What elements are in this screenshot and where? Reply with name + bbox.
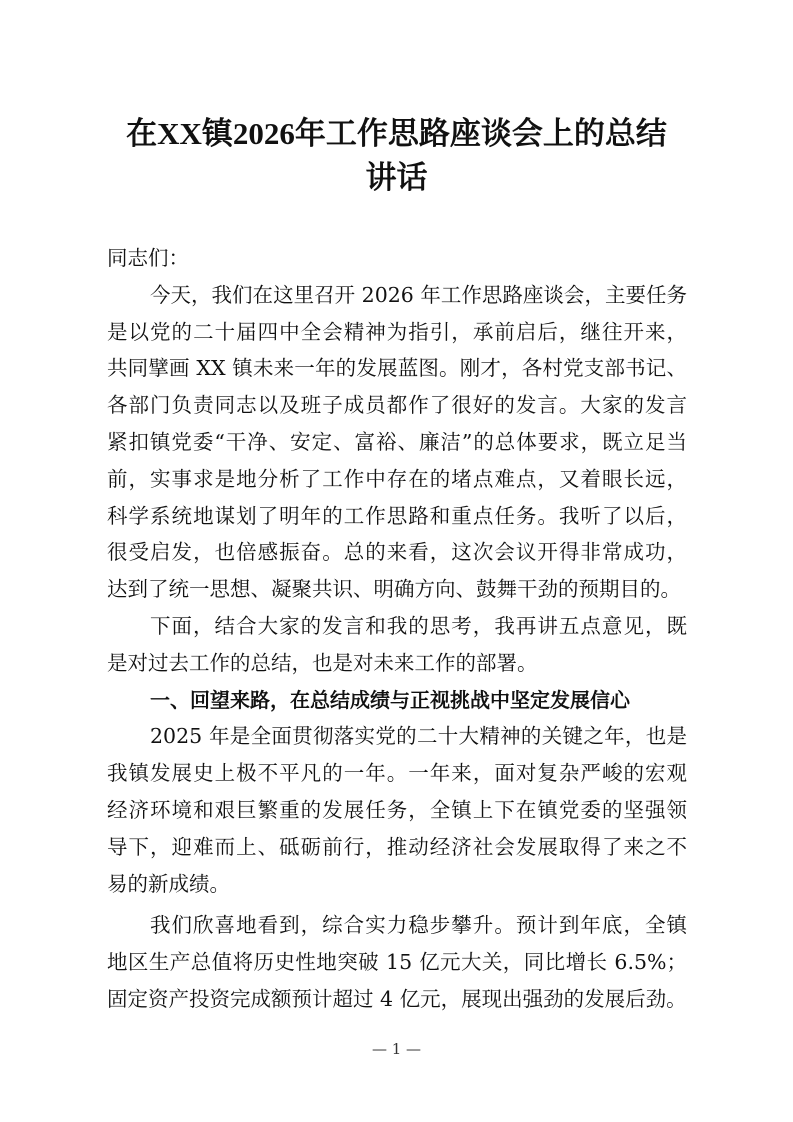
title-line: 讲话 <box>365 160 428 195</box>
paragraph-line: 下面，结合大家的发言和我的思考，我再讲五点意见，既 <box>150 613 687 638</box>
paragraph-line: 各部门负责同志以及班子成员都作了很好的发言。大家的发言 <box>107 393 687 418</box>
paragraph-line: 共同擘画 XX 镇未来一年的发展蓝图。刚才，各村党支部书记、 <box>107 356 687 381</box>
paragraph-line: 固定资产投资完成额预计超过 4 亿元，展现出强劲的发展后劲。 <box>107 986 687 1011</box>
paragraph-line: 达到了统一思想、凝聚共识、明确方向、鼓舞干劲的预期目的。 <box>107 577 681 602</box>
paragraph-line: 紧扣镇党委“干净、安定、富裕、廉洁”的总体要求，既立足当 <box>107 429 687 454</box>
paragraph-line: 易的新成绩。 <box>107 871 230 896</box>
paragraph-line: 很受启发，也倍感振奋。总的来看，这次会议开得非常成功， <box>107 540 687 565</box>
section-intro <box>107 277 687 682</box>
document-body <box>107 240 687 1018</box>
section-heading: 一、回望来路，在总结成绩与正视挑战中坚定发展信心 <box>150 687 630 712</box>
paragraph-line: 经济环境和艰巨繁重的发展任务，全镇上下在镇党委的坚强领 <box>107 797 687 822</box>
paragraph-line: 导下，迎难而上、砥砺前行，推动经济社会发展取得了来之不 <box>107 834 687 859</box>
title-line: 在XX镇2026年工作思路座谈会上的总结 <box>126 116 667 151</box>
salutation: 同志们： <box>107 246 189 270</box>
paragraph-line: 前，实事求是地分析了工作中存在的堵点难点，又着眼长远， <box>107 466 687 491</box>
document-title <box>80 112 713 200</box>
page-number: — 1 — <box>371 1040 422 1058</box>
paragraph-line: 我们欣喜地看到，综合实力稳步攀升。预计到年底，全镇 <box>150 913 687 938</box>
paragraph-line: 地区生产总值将历史性地突破 15 亿元大关，同比增长 6.5%； <box>107 950 687 975</box>
paragraph-line: 今天，我们在这里召开 2026 年工作思路座谈会，主要任务 <box>150 282 687 307</box>
paragraph-line: 2025 年是全面贯彻落实党的二十大精神的关键之年，也是 <box>150 724 687 749</box>
paragraph-line: 是以党的二十届四中全会精神为指引，承前启后，继往开来， <box>107 319 687 344</box>
paragraph-line: 是对过去工作的总结，也是对未来工作的部署。 <box>107 650 538 675</box>
paragraph-line: 我镇发展史上极不平凡的一年。一年来，面对复杂严峻的宏观 <box>107 761 687 786</box>
section-one <box>107 718 687 1017</box>
paragraph-line: 科学系统地谋划了明年的工作思路和重点任务。我听了以后， <box>107 503 687 528</box>
